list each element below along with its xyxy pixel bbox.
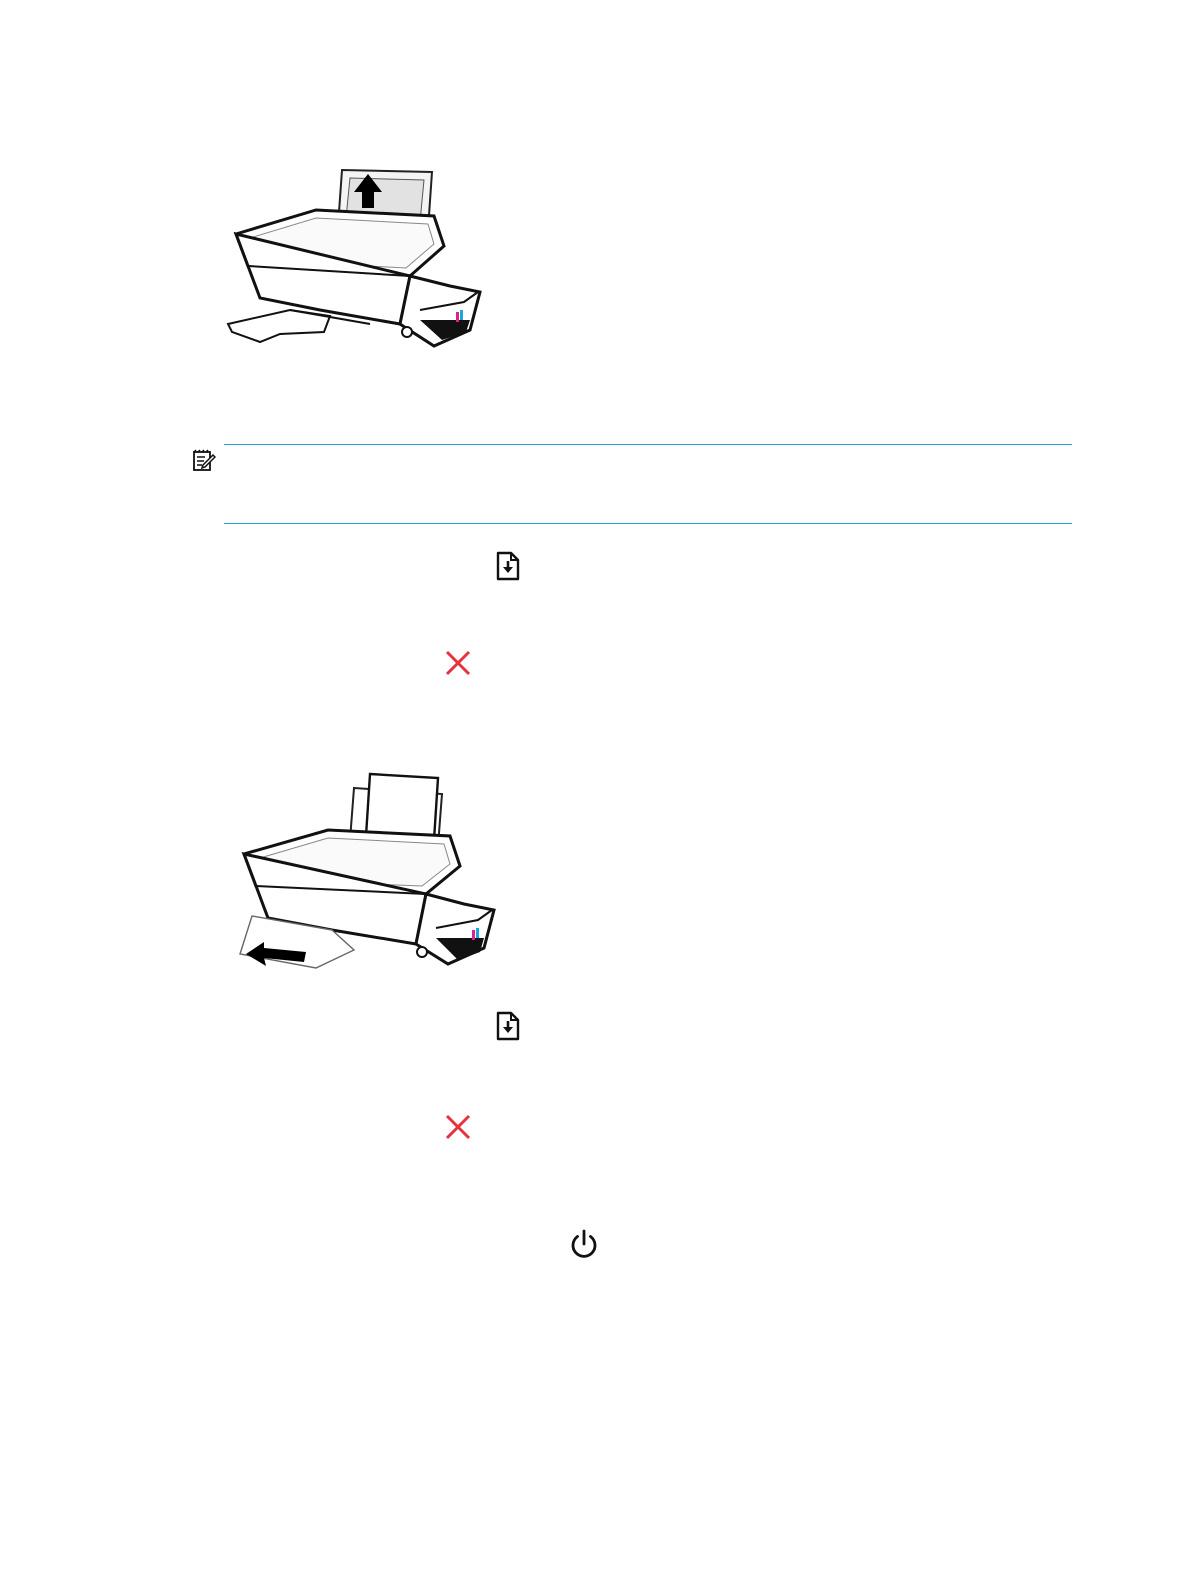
note-callout [190,444,1072,526]
note-divider-bottom [224,523,1072,524]
power-button-icon [567,1228,601,1262]
cancel-x-icon [444,1113,472,1141]
cancel-x-icon [444,649,472,677]
printer-illustration-output-tray [232,768,502,978]
resume-button-icon [494,551,522,581]
resume-button-icon [494,1011,522,1041]
note-divider-top [224,444,1072,445]
note-icon [192,448,216,472]
printer-illustration-input-tray [220,160,490,360]
